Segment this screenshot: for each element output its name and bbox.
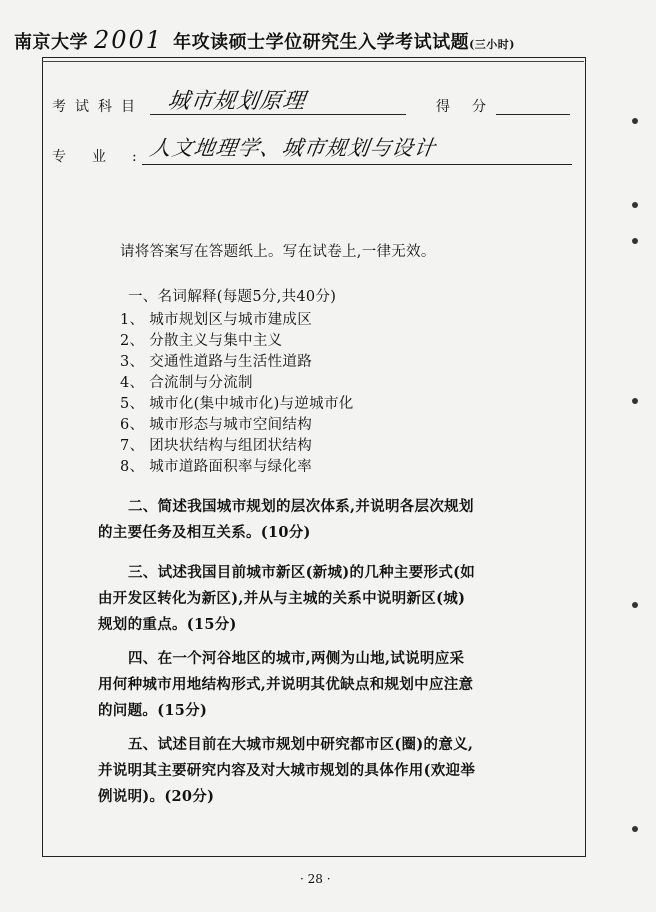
binding-mark xyxy=(632,602,638,608)
exam-header xyxy=(14,26,644,54)
question-line: 并说明其主要研究内容及对大城市规划的具体作用(欢迎举 xyxy=(98,762,476,779)
question-3 xyxy=(98,560,475,638)
binding-mark xyxy=(632,202,638,208)
major-value: 人文地理学、城市规划与设计 xyxy=(148,136,438,160)
question-2 xyxy=(98,494,474,546)
question-5 xyxy=(98,732,475,810)
term-item: 4、 合流制与分流制 xyxy=(120,375,253,391)
term-item: 6、 城市形态与城市空间结构 xyxy=(120,417,313,433)
question-line: 规划的重点。(15分) xyxy=(98,616,237,633)
subject-label: 考试科目 xyxy=(52,99,144,115)
question-line: 三、试述我国目前城市新区(新城)的几种主要形式(如 xyxy=(128,564,476,581)
question-line: 四、在一个河谷地区的城市,两侧为山地,试说明应采 xyxy=(128,650,465,667)
question-line: 由开发区转化为新区),并从与主城的关系中说明新区(城) xyxy=(98,590,466,607)
binding-mark xyxy=(632,398,638,404)
binding-mark xyxy=(632,238,638,244)
question-line: 用何种城市用地结构形式,并说明其优缺点和规划中应注意 xyxy=(98,676,474,693)
term-item: 2、 分散主义与集中主义 xyxy=(120,333,283,349)
page-number: · 28 · xyxy=(300,872,331,886)
binding-mark xyxy=(632,118,638,124)
term-item: 1、 城市规划区与城市建成区 xyxy=(120,312,313,328)
question-line: 例说明)。(20分) xyxy=(98,788,215,805)
subject-value: 城市规划原理 xyxy=(165,89,308,114)
score-label: 得分 xyxy=(436,99,508,115)
question-line: 的问题。(15分) xyxy=(98,702,208,719)
exam-year: 2001 xyxy=(94,26,164,54)
university-name: 南京大学 xyxy=(14,32,88,53)
question-line: 的主要任务及相互关系。(10分) xyxy=(98,524,311,541)
instruction-text: 请将答案写在答题纸上。写在试卷上,一律无效。 xyxy=(120,244,436,260)
score-underline xyxy=(496,114,570,115)
major-label: 专业: xyxy=(52,149,163,165)
question-4 xyxy=(98,646,473,724)
term-item: 8、 城市道路面积率与绿化率 xyxy=(120,459,313,475)
question-line: 二、简述我国城市规划的层次体系,并说明各层次规划 xyxy=(128,498,474,515)
subject-underline xyxy=(150,114,406,115)
section1-heading: 一、名词解释(每题5分,共40分) xyxy=(128,289,337,305)
question-line: 五、试述目前在大城市规划中研究都市区(圈)的意义, xyxy=(128,736,474,753)
major-underline xyxy=(142,164,572,165)
binding-mark xyxy=(632,826,638,832)
exam-duration: (三小时) xyxy=(469,38,515,51)
frame-inner-rule xyxy=(42,61,584,62)
exam-title: 年攻读硕士学位研究生入学考试试题 xyxy=(173,32,470,53)
term-item: 5、 城市化(集中城市化)与逆城市化 xyxy=(120,396,354,412)
term-item: 7、 团块状结构与组团状结构 xyxy=(120,438,313,454)
term-item: 3、 交通性道路与生活性道路 xyxy=(120,354,313,370)
